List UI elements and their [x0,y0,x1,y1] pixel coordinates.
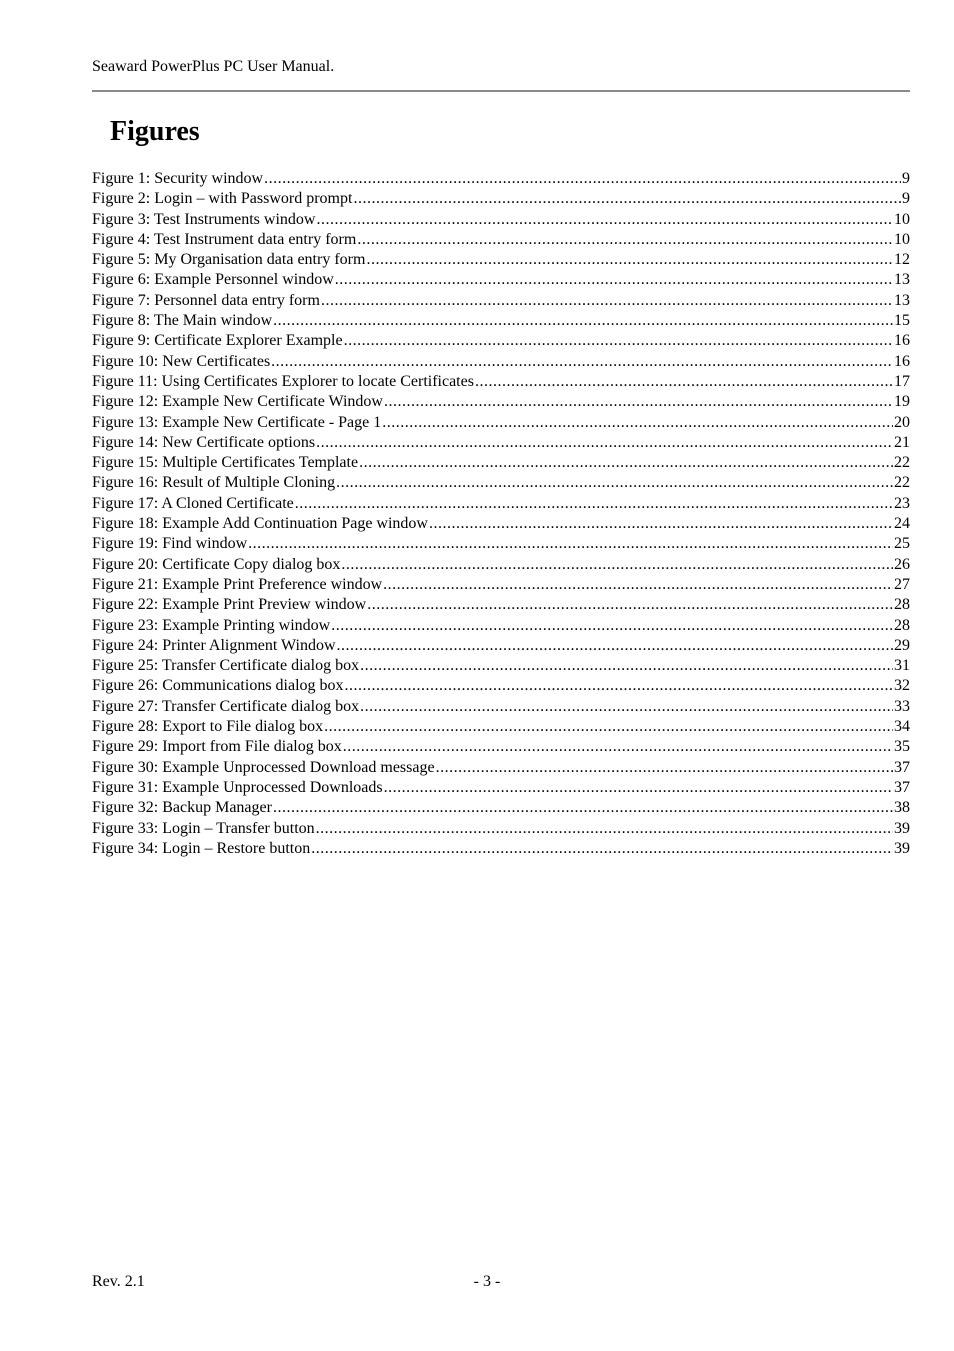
toc-entry[interactable] [92,413,910,433]
toc-entry-label: Figure 4: Test Instrument data entry form [92,230,357,248]
toc-entry-label: Figure 6: Example Personnel window [92,271,334,289]
dot-leader [248,534,893,554]
dot-leader [366,250,893,270]
toc-entry[interactable] [92,473,910,493]
header-divider [92,90,910,92]
toc-entry-label: Figure 5: My Organisation data entry form [92,251,366,269]
toc-entry-page-number: 12 [894,251,910,269]
toc-entry-page-number: 35 [894,738,910,756]
toc-entry-label: Figure 18: Example Add Continuation Page window [92,515,428,533]
toc-entry[interactable] [92,616,910,636]
toc-entry[interactable] [92,291,910,311]
toc-entry-label: Figure 16: Result of Multiple Cloning [92,474,336,492]
toc-entry[interactable] [92,230,910,250]
dot-leader [324,717,893,737]
toc-entry-label: Figure 32: Backup Manager [92,799,272,817]
toc-entry-label: Figure 21: Example Print Preference window [92,575,383,593]
toc-entry[interactable] [92,575,910,595]
toc-entry-label: Figure 34: Login – Restore button [92,839,311,857]
toc-entry-page-number: 21 [894,433,910,451]
dot-leader [273,798,893,818]
toc-entry[interactable] [92,453,910,473]
toc-entry[interactable] [92,676,910,696]
list-of-figures [92,169,910,859]
toc-entry-page-number: 9 [902,190,910,208]
toc-entry-label: Figure 25: Transfer Certificate dialog box [92,657,360,675]
toc-entry-label: Figure 15: Multiple Certificates Template [92,454,359,472]
toc-entry-page-number: 39 [894,839,910,857]
toc-entry[interactable] [92,697,910,717]
dot-leader [321,291,893,311]
toc-entry[interactable] [92,189,910,209]
toc-entry-label: Figure 12: Example New Certificate Window [92,393,383,411]
dot-leader [345,676,893,696]
toc-entry-page-number: 17 [894,372,910,390]
dot-leader [384,778,893,798]
dot-leader [384,392,893,412]
toc-entry[interactable] [92,636,910,656]
toc-entry-page-number: 19 [894,393,910,411]
dot-leader [264,169,901,189]
toc-entry[interactable] [92,331,910,351]
toc-entry-page-number: 13 [894,271,910,289]
dot-leader [475,372,893,392]
toc-entry[interactable] [92,514,910,534]
toc-entry[interactable] [92,250,910,270]
toc-entry-page-number: 37 [894,778,910,796]
toc-entry[interactable] [92,656,910,676]
toc-entry-label: Figure 9: Certificate Explorer Example [92,332,343,350]
toc-entry-page-number: 37 [894,758,910,776]
toc-entry-page-number: 32 [894,677,910,695]
toc-entry-page-number: 22 [894,454,910,472]
toc-entry-page-number: 20 [894,413,910,431]
toc-entry-page-number: 34 [894,718,910,736]
dot-leader [343,737,893,757]
dot-leader [360,656,893,676]
toc-entry[interactable] [92,798,910,818]
dot-leader [383,575,893,595]
dot-leader [429,514,893,534]
toc-entry-label: Figure 14: New Certificate options [92,433,316,451]
dot-leader [359,453,893,473]
dot-leader [295,494,893,514]
dot-leader [335,270,893,290]
toc-entry-label: Figure 1: Security window [92,170,264,187]
toc-entry[interactable] [92,819,910,839]
toc-entry[interactable] [92,555,910,575]
dot-leader [311,839,893,859]
toc-entry-page-number: 25 [894,535,910,553]
dot-leader [344,331,893,351]
toc-entry-label: Figure 33: Login – Transfer button [92,819,315,837]
toc-entry-page-number: 22 [894,474,910,492]
dot-leader [353,189,901,209]
toc-entry[interactable] [92,270,910,290]
toc-entry-page-number: 23 [894,494,910,512]
toc-entry-page-number: 33 [894,697,910,715]
toc-entry-page-number: 38 [894,799,910,817]
dot-leader [273,311,893,331]
toc-entry-label: Figure 24: Printer Alignment Window [92,636,336,654]
toc-entry-label: Figure 11: Using Certificates Explorer to locate Certificates [92,372,474,390]
toc-entry[interactable] [92,352,910,372]
toc-entry-label: Figure 23: Example Printing window [92,616,331,634]
toc-entry-label: Figure 17: A Cloned Certificate [92,494,294,512]
toc-entry[interactable] [92,372,910,392]
dot-leader [271,352,893,372]
toc-entry[interactable] [92,839,910,859]
dot-leader [367,595,893,615]
running-header: Seaward PowerPlus PC User Manual. [92,58,335,75]
toc-entry-label: Figure 13: Example New Certificate - Page 1 [92,413,382,431]
toc-entry-page-number: 24 [894,515,910,533]
toc-entry-label: Figure 22: Example Print Preview window [92,596,367,614]
toc-entry-page-number: 10 [894,210,910,228]
toc-entry-page-number: 16 [894,332,910,350]
toc-entry-page-number: 16 [894,352,910,370]
toc-entry-page-number: 13 [894,291,910,309]
section-title: Figures [110,116,200,147]
toc-entry-page-number: 28 [894,596,910,614]
toc-entry-label: Figure 28: Export to File dialog box [92,718,324,736]
toc-entry[interactable] [92,758,910,778]
toc-entry[interactable] [92,433,910,453]
dot-leader [316,210,893,230]
toc-entry-label: Figure 30: Example Unprocessed Download message [92,758,435,776]
dot-leader [316,819,893,839]
footer-page-number: - 3 - [473,1273,501,1290]
toc-entry-page-number: 28 [894,616,910,634]
footer-revision: Rev. 2.1 [92,1273,145,1290]
toc-entry-page-number: 39 [894,819,910,837]
toc-entry[interactable] [92,210,910,230]
toc-entry-label: Figure 7: Personnel data entry form [92,291,320,309]
dot-leader [336,473,893,493]
toc-entry-page-number: 10 [894,230,910,248]
toc-entry[interactable] [92,595,910,615]
toc-entry[interactable] [92,534,910,554]
dot-leader [436,758,893,778]
toc-entry-label: Figure 27: Transfer Certificate dialog box [92,697,360,715]
toc-entry[interactable] [92,717,910,737]
toc-entry[interactable] [92,169,910,189]
dot-leader [360,697,893,717]
toc-entry-label: Figure 2: Login – with Password prompt [92,190,353,208]
toc-entry-page-number: 26 [894,555,910,573]
toc-entry-label: Figure 3: Test Instruments window [92,210,316,228]
toc-entry-label: Figure 29: Import from File dialog box [92,738,342,756]
toc-entry[interactable] [92,737,910,757]
toc-entry-page-number: 9 [902,170,910,187]
toc-entry-page-number: 31 [894,657,910,675]
toc-entry-page-number: 27 [894,575,910,593]
toc-entry-label: Figure 10: New Certificates [92,352,271,370]
toc-entry-page-number: 15 [894,312,910,330]
toc-entry-label: Figure 20: Certificate Copy dialog box [92,555,341,573]
toc-entry-label: Figure 19: Find window [92,535,248,553]
dot-leader [316,433,893,453]
dot-leader [341,555,893,575]
toc-entry[interactable] [92,494,910,514]
toc-entry[interactable] [92,392,910,412]
dot-leader [382,413,893,433]
toc-entry[interactable] [92,311,910,331]
toc-entry-page-number: 29 [894,636,910,654]
toc-entry-label: Figure 26: Communications dialog box [92,677,344,695]
toc-entry-label: Figure 8: The Main window [92,312,273,330]
dot-leader [357,230,893,250]
toc-entry[interactable] [92,778,910,798]
toc-entry-label: Figure 31: Example Unprocessed Downloads [92,778,383,796]
dot-leader [337,636,894,656]
dot-leader [331,616,893,636]
